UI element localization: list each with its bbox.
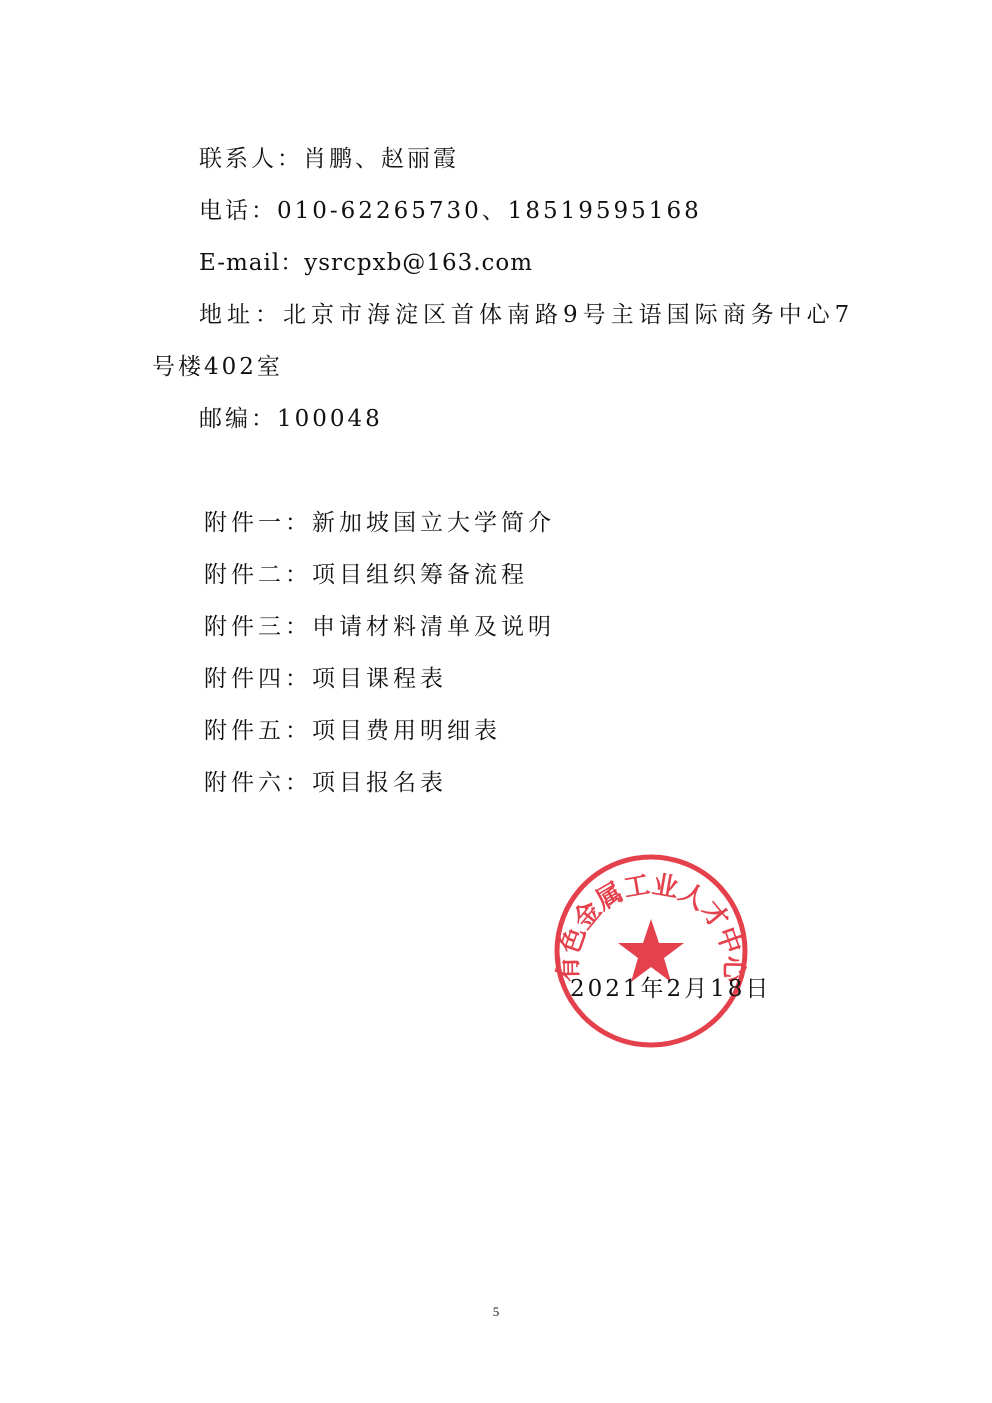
attachment-item: 附件二：项目组织筹备流程 [204, 562, 528, 588]
contact-phone-line: 电话：010-62265730、18519595168 [199, 198, 702, 224]
attachment-item: 附件三：申请材料清单及说明 [204, 614, 555, 640]
svg-text:有色金属工业人才中心: 有色金属工业人才中心 [553, 870, 749, 983]
signature-date: 2021年2月18日 [570, 976, 772, 1002]
attachment-item: 附件五：项目费用明细表 [204, 718, 501, 744]
attachment-item: 附件四：项目课程表 [204, 666, 447, 692]
contact-address-line-continued: 号楼402室 [152, 354, 283, 380]
page-number: 5 [492, 1304, 500, 1319]
contact-person-line: 联系人：肖鹏、赵丽霞 [199, 146, 459, 172]
attachment-item: 附件一：新加坡国立大学简介 [204, 510, 555, 536]
contact-address-line: 地址：北京市海淀区首体南路9号主语国际商务中心7 [199, 302, 855, 328]
attachment-item: 附件六：项目报名表 [204, 770, 447, 796]
official-seal [543, 847, 759, 1055]
contact-email-line: E-mail：ysrcpxb@163.com [199, 250, 534, 276]
contact-postcode-line: 邮编：100048 [199, 406, 383, 432]
attachment-list [204, 511, 555, 823]
